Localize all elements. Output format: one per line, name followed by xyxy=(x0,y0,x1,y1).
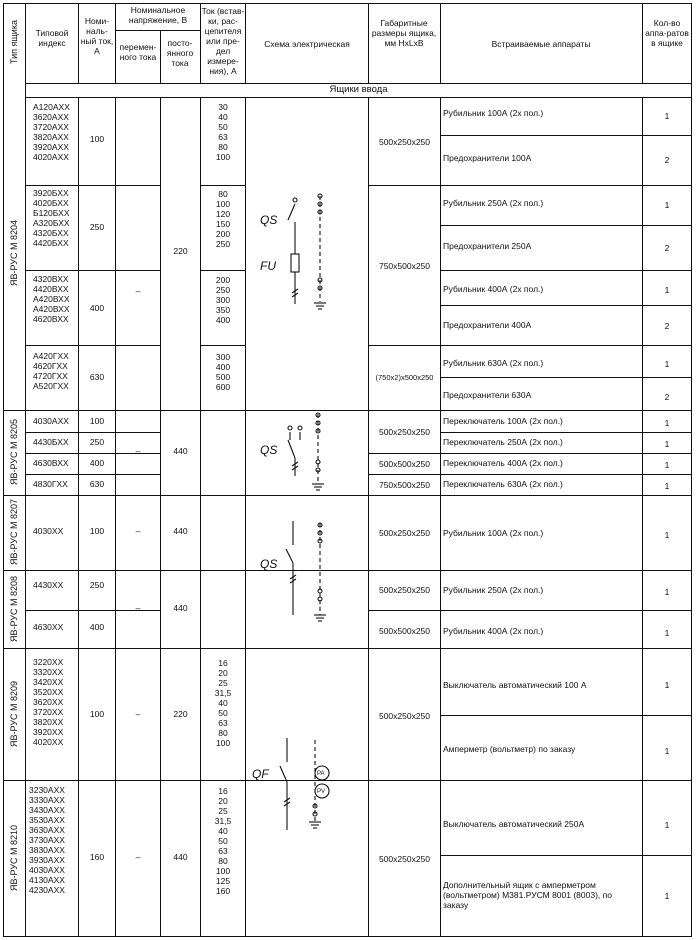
fuse-item: 50 xyxy=(218,122,228,132)
terminal-icon xyxy=(293,198,297,202)
fuse-item: 150 xyxy=(215,219,231,229)
index-item: 3920БХХ xyxy=(33,188,69,198)
fuse-item: 40 xyxy=(218,112,228,122)
label-pa: PA xyxy=(317,771,325,777)
fuse-item: 100 xyxy=(215,199,231,209)
fuse-list xyxy=(201,102,245,162)
device-name: Предохранители 250А xyxy=(443,241,532,251)
switch-contact xyxy=(288,440,295,458)
device-name: Рубильник 250А (2х пол.) xyxy=(443,585,544,595)
index-list xyxy=(33,102,70,162)
fuse-item: 50 xyxy=(218,708,228,718)
grid-line xyxy=(440,432,692,433)
device-name: Переключатель 250А (2х пол.) xyxy=(443,437,563,447)
index-item: 4320ВХХ xyxy=(33,274,69,284)
device-name: Рубильник 400А (2х пол.) xyxy=(443,626,544,636)
device-name: Рубильник 100А (2х пол.) xyxy=(443,108,544,118)
grid-line xyxy=(25,97,692,98)
device-count: 2 xyxy=(664,392,670,402)
fuse-item: 350 xyxy=(215,305,231,315)
grid-line xyxy=(78,3,79,83)
index-item: 4620ВХХ xyxy=(33,314,69,324)
device-name: Рубильник 630А (2х пол.) xyxy=(443,358,544,368)
fuse-item: 80 xyxy=(218,189,228,199)
dc-value: 440 xyxy=(173,526,188,536)
fuse-item: 20 xyxy=(218,796,228,806)
ac-value: – xyxy=(135,526,141,536)
header-current: Номи-наль-ный ток, А xyxy=(80,16,114,56)
device-name: Предохранители 100А xyxy=(443,153,532,163)
fuse-item: 100 xyxy=(215,152,231,162)
dims-value: (750х2)х500х250 xyxy=(375,373,434,382)
index-item: А420ВХХ xyxy=(33,304,70,314)
device-name: Рубильник 100А (2х пол.) xyxy=(443,528,544,538)
grid-line xyxy=(440,225,692,226)
index-item: 3620ХХ xyxy=(33,697,64,707)
dims-value: 750х500х250 xyxy=(378,261,431,271)
header-ac: перемен-ного тока xyxy=(119,42,157,62)
device-count: 2 xyxy=(664,321,670,331)
grid-line xyxy=(3,495,692,496)
ac-value: – xyxy=(135,603,141,613)
header-voltage: Номинальное напряжение, В xyxy=(128,5,188,25)
device-count: 1 xyxy=(664,418,670,428)
current-value: 100 xyxy=(89,416,105,426)
header-scheme: Схема электрическая xyxy=(264,39,350,49)
grid-line xyxy=(368,97,369,937)
index-item: 4320БХХ xyxy=(33,228,69,238)
fuse-list xyxy=(201,658,245,748)
index-item: 3320ХХ xyxy=(33,667,64,677)
dims-value: 750х500х250 xyxy=(378,480,431,490)
dims-value: 500х250х250 xyxy=(378,854,431,864)
grid-line xyxy=(642,3,643,83)
current-value: 630 xyxy=(89,372,105,382)
fuse-item: 250 xyxy=(215,285,231,295)
fuse-item: 31,5 xyxy=(214,688,232,698)
index-item: А420ВХХ xyxy=(33,294,70,304)
header-count: Кол-во аппа-ратов в ящике xyxy=(645,18,689,48)
device-count: 1 xyxy=(664,587,670,597)
fuse-item: 20 xyxy=(218,668,228,678)
fuse-item: 16 xyxy=(218,786,228,796)
device-name: Переключатель 400А (2х пол.) xyxy=(443,458,563,468)
index-item: 3920ХХ xyxy=(33,727,64,737)
index-item: 3220ХХ xyxy=(33,657,64,667)
index-item: 3820ХХ xyxy=(33,717,64,727)
grid-line xyxy=(25,474,160,475)
grid-line xyxy=(691,3,692,937)
dims-value: 500х500х250 xyxy=(378,459,431,469)
label-qs: QS xyxy=(260,557,278,571)
schematic-qs-fu xyxy=(250,180,360,320)
current-value: 250 xyxy=(89,437,105,447)
header-index: Типовой индекс xyxy=(35,28,69,48)
index-item: 4020АХХ xyxy=(33,152,69,162)
device-count: 1 xyxy=(664,460,670,470)
index-value: 4830ГХХ xyxy=(33,479,68,489)
index-list xyxy=(33,657,63,747)
dims-value: 500х250х250 xyxy=(378,711,431,721)
fuse-item: 100 xyxy=(215,738,231,748)
header-devices: Встраиваемые аппараты xyxy=(491,39,591,49)
switch-contact xyxy=(286,549,293,563)
dc-value: 440 xyxy=(173,852,188,862)
schematic-qs-switch xyxy=(250,515,360,635)
ac-value: – xyxy=(135,709,141,719)
label-qs: QS xyxy=(260,213,278,227)
index-item: 4020БХХ xyxy=(33,198,69,208)
grid-line xyxy=(368,185,692,186)
index-item: 4020ХХ xyxy=(33,737,64,747)
grid-line xyxy=(25,3,26,937)
fuse-item: 500 xyxy=(215,372,231,382)
device-name: Переключатель 630А (2х пол.) xyxy=(443,479,563,489)
index-item: 3830АХХ xyxy=(29,845,65,855)
grid-line xyxy=(3,648,692,649)
index-item: 3330АХХ xyxy=(29,795,65,805)
index-item: 3620АХХ xyxy=(33,112,69,122)
device-count: 1 xyxy=(664,891,670,901)
fuse-item: 63 xyxy=(218,846,228,856)
grid-line xyxy=(200,345,245,346)
index-value: 4430ХХ xyxy=(33,580,64,590)
device-name: Дополнительный ящик с амперметром (вольтметром) М381.РУСМ 8001 (8003), по заказу xyxy=(443,880,612,910)
device-count: 2 xyxy=(664,155,670,165)
fuse-item: 250 xyxy=(215,239,231,249)
fuse-item: 160 xyxy=(215,886,231,896)
current-value: 400 xyxy=(89,622,105,632)
current-value: 250 xyxy=(89,580,105,590)
device-count: 1 xyxy=(664,628,670,638)
index-value: 4430БХХ xyxy=(33,437,69,447)
schematic-qf-meters xyxy=(250,730,360,835)
fuse-item: 100 xyxy=(215,866,231,876)
group-type-8204: ЯВ-РУС М 8204 xyxy=(9,219,19,287)
fuse-item: 40 xyxy=(218,698,228,708)
index-list xyxy=(33,351,69,391)
fuse-item: 16 xyxy=(218,658,228,668)
device-count: 1 xyxy=(664,439,670,449)
index-item: 3720ХХ xyxy=(33,707,64,717)
grid-line xyxy=(368,474,692,475)
index-item: 4130АХХ xyxy=(29,875,65,885)
current-value: 100 xyxy=(89,709,105,719)
grid-line xyxy=(3,936,692,937)
fuse-item: 50 xyxy=(218,836,228,846)
grid-line xyxy=(440,305,692,306)
grid-line xyxy=(440,855,692,856)
dims-value: 500х250х250 xyxy=(378,137,431,147)
label-qf: QF xyxy=(252,767,269,781)
index-item: 3230АХХ xyxy=(29,785,65,795)
dc-value: 220 xyxy=(173,709,188,719)
fuse-item: 31,5 xyxy=(214,816,232,826)
index-item: 3820АХХ xyxy=(33,132,69,142)
current-value: 630 xyxy=(89,479,105,489)
fuse-item: 200 xyxy=(215,229,231,239)
grid-line xyxy=(25,432,160,433)
grid-line xyxy=(368,453,692,454)
header-dims: Габаритные размеры ящика, мм НхLхВ xyxy=(371,18,437,48)
fuse-item: 40 xyxy=(218,826,228,836)
label-fu: FU xyxy=(260,259,276,273)
device-name: Рубильник 400А (2х пол.) xyxy=(443,284,544,294)
device-name: Переключатель 100А (2х пол.) xyxy=(443,416,563,426)
group-type-8209: ЯВ-РУС М 8209 xyxy=(9,680,19,748)
index-item: 4420БХХ xyxy=(33,238,69,248)
section-title: Ящики ввода xyxy=(329,84,388,95)
index-item: А320БХХ xyxy=(33,218,70,228)
device-count: 1 xyxy=(664,530,670,540)
fuse-item: 80 xyxy=(218,856,228,866)
current-value: 100 xyxy=(89,526,105,536)
header-fuse-current: Ток (встав-ки, рас-цепителя или пре-дел измере-ния), А xyxy=(201,6,245,76)
grid-line xyxy=(115,30,200,31)
index-item: 3930АХХ xyxy=(29,855,65,865)
grid-line xyxy=(115,97,116,937)
grid-line xyxy=(3,3,692,4)
grid-line xyxy=(440,3,441,83)
fuse-list xyxy=(201,275,245,325)
fuse-item: 300 xyxy=(215,295,231,305)
group-type-8210: ЯВ-РУС М 8210 xyxy=(9,824,19,892)
device-name: Амперметр (вольтметр) по заказу xyxy=(443,744,576,754)
device-count: 1 xyxy=(664,359,670,369)
device-count: 1 xyxy=(664,200,670,210)
fuse-list xyxy=(201,786,245,896)
index-item: 4620ГХХ xyxy=(33,361,68,371)
grid-line xyxy=(368,345,692,346)
fuse-item: 125 xyxy=(215,876,231,886)
grid-line xyxy=(440,135,692,136)
dc-value: 440 xyxy=(173,603,188,613)
index-item: 3730АХХ xyxy=(29,835,65,845)
group-type-8208: ЯВ-РУС М 8208 xyxy=(9,575,19,643)
dims-value: 500х250х250 xyxy=(378,528,431,538)
fuse-item: 25 xyxy=(218,806,228,816)
index-item: 3520ХХ xyxy=(33,687,64,697)
grid-line xyxy=(200,270,245,271)
index-item: А120АХХ xyxy=(33,102,70,112)
index-item: 3530АХХ xyxy=(29,815,65,825)
device-name: Рубильник 250А (2х пол.) xyxy=(443,198,544,208)
index-value: 4030ХХ xyxy=(33,526,64,536)
fuse-item: 63 xyxy=(218,718,228,728)
dims-value: 500х250х250 xyxy=(378,427,431,437)
ac-value: – xyxy=(135,446,141,456)
device-count: 1 xyxy=(664,481,670,491)
fuse-item: 30 xyxy=(218,102,228,112)
index-item: 3630АХХ xyxy=(29,825,65,835)
grid-line xyxy=(3,3,4,937)
grid-line xyxy=(440,97,441,937)
device-count: 2 xyxy=(664,243,670,253)
dims-value: 500х250х250 xyxy=(378,585,431,595)
grid-line xyxy=(25,345,160,346)
grid-line xyxy=(160,97,161,937)
index-value: 4030АХХ xyxy=(33,416,69,426)
fuse-item: 400 xyxy=(215,315,231,325)
current-value: 250 xyxy=(89,222,105,232)
current-value: 100 xyxy=(89,134,105,144)
fuse-item: 400 xyxy=(215,362,231,372)
grid-line xyxy=(440,715,692,716)
device-count: 1 xyxy=(664,285,670,295)
grid-line xyxy=(245,97,246,937)
ac-value: – xyxy=(135,286,141,296)
terminal-icon xyxy=(298,426,302,430)
device-count: 1 xyxy=(664,680,670,690)
header-type: Тип ящика xyxy=(9,20,19,64)
fuse-item: 300 xyxy=(215,352,231,362)
fuse-list xyxy=(201,189,245,249)
label-pv: PV xyxy=(317,789,326,795)
ac-value: – xyxy=(135,852,141,862)
current-value: 400 xyxy=(89,303,105,313)
index-item: Б120БХХ xyxy=(33,208,70,218)
dc-value: 440 xyxy=(173,446,188,456)
switch-contact xyxy=(288,204,295,220)
terminal-icon xyxy=(288,426,292,430)
dc-value: 220 xyxy=(173,246,188,256)
fuse-item: 600 xyxy=(215,382,231,392)
index-item: 4030АХХ xyxy=(29,865,65,875)
device-name: Выключатель автоматический 100 А xyxy=(443,680,587,690)
index-item: 4720ГХХ xyxy=(33,371,68,381)
fuse-item: 80 xyxy=(218,142,228,152)
index-item: А520ГХХ xyxy=(33,381,69,391)
group-type-8207: ЯВ-РУС М 8207 xyxy=(9,498,19,566)
index-item: 3720АХХ xyxy=(33,122,69,132)
grid-line xyxy=(200,185,245,186)
grid-line xyxy=(245,3,246,83)
grid-line xyxy=(368,3,369,83)
device-name: Выключатель автоматический 250А xyxy=(443,819,585,829)
index-item: А420ГХХ xyxy=(33,351,69,361)
grid-line xyxy=(25,270,160,271)
switch-contact xyxy=(280,766,287,782)
grid-line xyxy=(25,185,160,186)
schematic-qs-changeover xyxy=(250,410,360,495)
fuse-icon xyxy=(291,254,299,272)
grid-line xyxy=(440,270,692,271)
grid-line xyxy=(642,97,643,937)
fuse-item: 25 xyxy=(218,678,228,688)
label-qs: QS xyxy=(260,443,278,457)
index-item: 4420ВХХ xyxy=(33,284,69,294)
index-value: 4630ХХ xyxy=(33,622,64,632)
index-item: 3420ХХ xyxy=(33,677,64,687)
device-name: Предохранители 400А xyxy=(443,320,532,330)
header-dc: посто-янного тока xyxy=(166,38,194,68)
dims-value: 500х500х250 xyxy=(378,626,431,636)
grid-line xyxy=(440,377,692,378)
current-value: 400 xyxy=(89,458,105,468)
fuse-list xyxy=(201,352,245,392)
index-item: 4230АХХ xyxy=(29,885,65,895)
device-count: 1 xyxy=(664,111,670,121)
index-item: 3430АХХ xyxy=(29,805,65,815)
fuse-item: 63 xyxy=(218,132,228,142)
fuse-item: 120 xyxy=(215,209,231,219)
group-type-8205: ЯВ-РУС М 8205 xyxy=(9,418,19,486)
device-count: 1 xyxy=(664,820,670,830)
device-name: Предохранители 630А xyxy=(443,390,532,400)
current-value: 160 xyxy=(89,852,105,862)
index-item: 3920АХХ xyxy=(33,142,69,152)
grid-line xyxy=(368,610,692,611)
index-list xyxy=(29,785,65,895)
fuse-item: 200 xyxy=(215,275,231,285)
index-value: 4630ВХХ xyxy=(33,458,69,468)
fuse-item: 80 xyxy=(218,728,228,738)
index-list xyxy=(33,274,70,324)
index-list xyxy=(33,188,70,248)
device-count: 1 xyxy=(664,746,670,756)
